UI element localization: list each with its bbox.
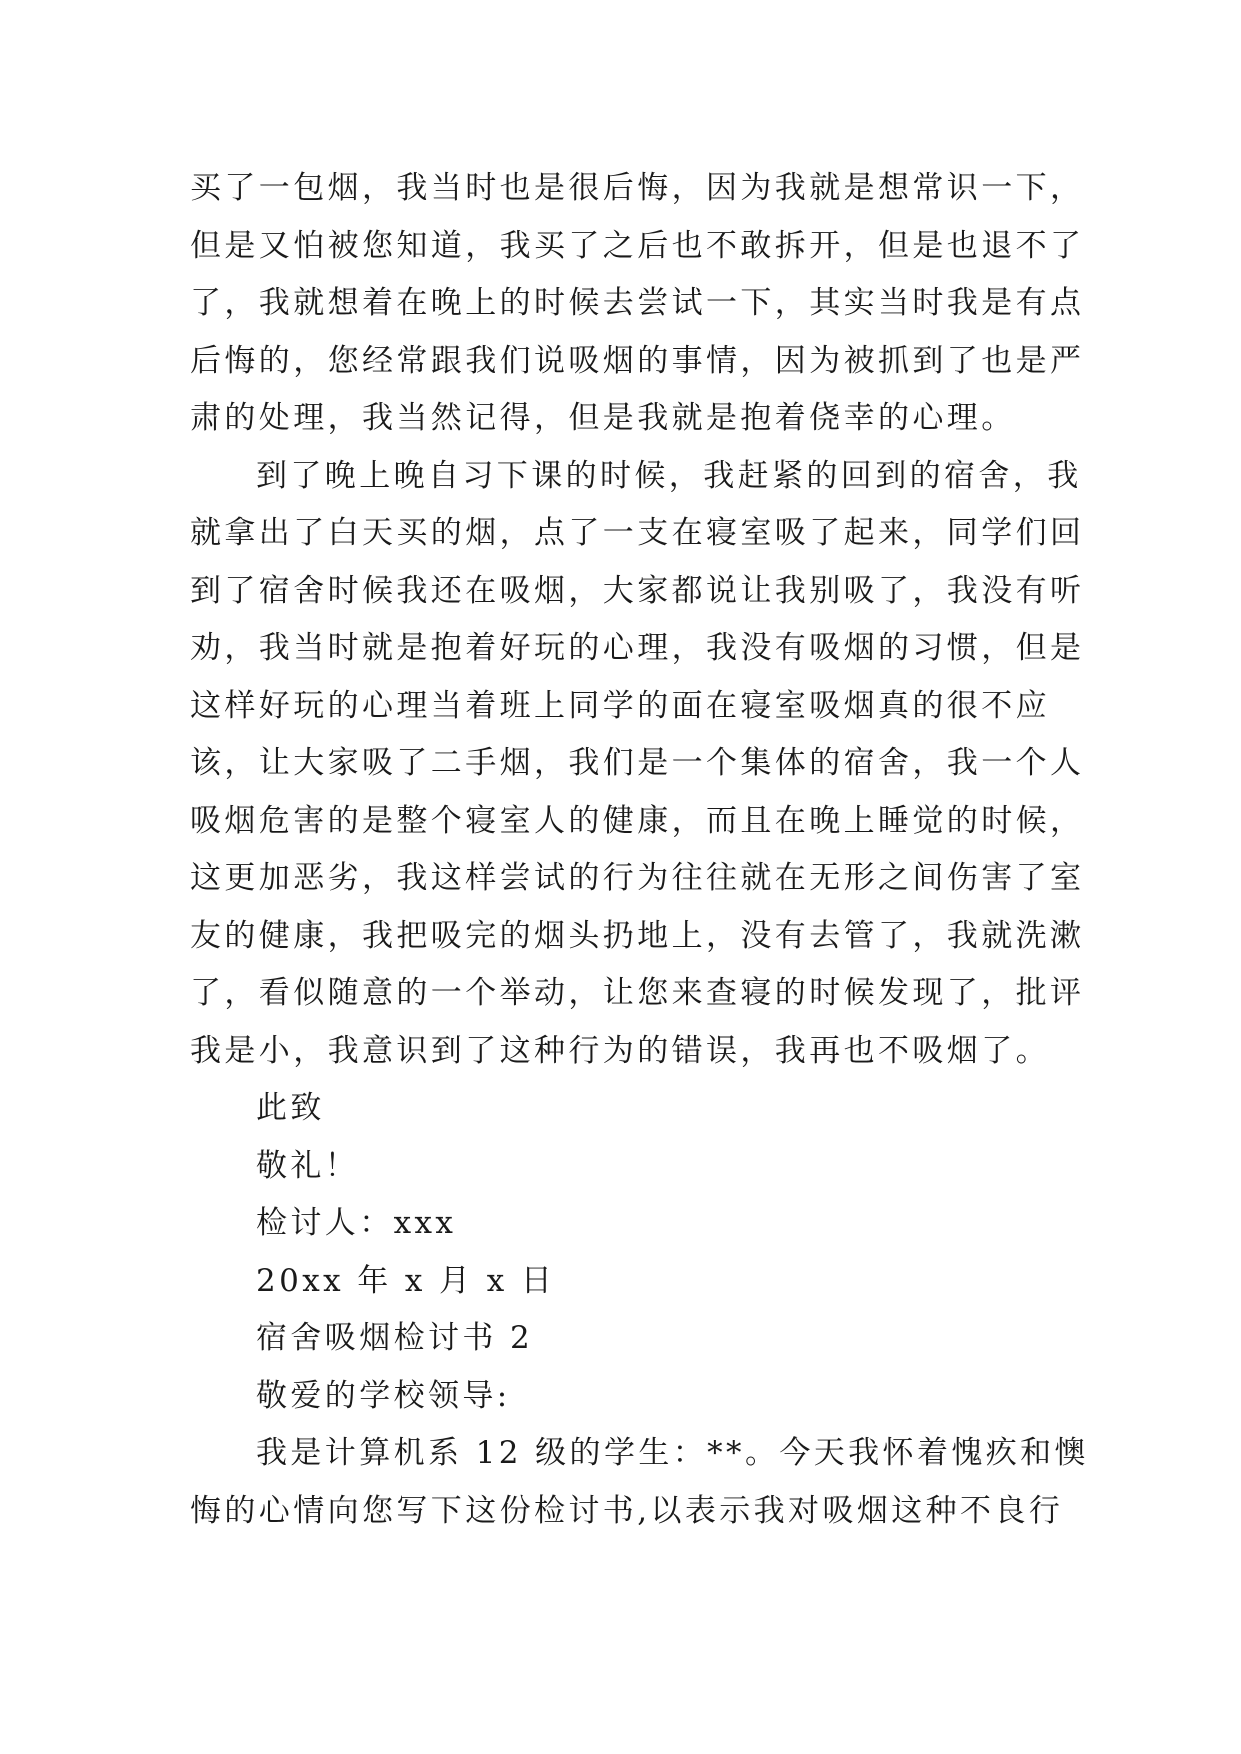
- section-title: 宿舍吸烟检讨书 2: [256, 1320, 534, 1356]
- text-line: 买了一包烟，我当时也是很后悔，因为我就是想常识一下，: [190, 170, 1085, 206]
- closing: 此致: [256, 1090, 325, 1126]
- text-line: 我是小，我意识到了这种行为的错误，我再也不吸烟了。: [190, 1032, 1050, 1069]
- paragraph-2: [190, 448, 1085, 1081]
- text-line: 后悔的，您经常跟我们说吸烟的事情，因为被抓到了也是严: [190, 342, 1085, 379]
- text-line: 我是计算机系 12 级的学生：**。今天我怀着愧疚和懊: [256, 1435, 1089, 1471]
- text-line: 但是又怕被您知道，我买了之后也不敢拆开，但是也退不了: [190, 227, 1085, 264]
- document-body: [190, 160, 1089, 1540]
- paragraph-1: [190, 160, 1085, 448]
- salute: 敬礼！: [256, 1147, 360, 1184]
- text-line: 劝，我当时就是抱着好玩的心理，我没有吸烟的习惯，但是: [190, 630, 1085, 666]
- text-line: 就拿出了白天买的烟，点了一支在寝室吸了起来，同学们回: [190, 515, 1085, 551]
- text-line: 到了晚上晚自习下课的时候，我赶紧的回到的宿舍，我: [256, 457, 1082, 494]
- text-line: 这样好玩的心理当着班上同学的面在寝室吸烟真的很不应: [190, 687, 1050, 724]
- text-line: 这更加恶劣，我这样尝试的行为往往就在无形之间伤害了室: [190, 860, 1085, 896]
- text-line: 肃的处理，我当然记得，但是我就是抱着侥幸的心理。: [190, 400, 1016, 436]
- signer: 检讨人：xxx: [256, 1205, 457, 1241]
- text-line: 了，看似随意的一个举动，让您来查寝的时候发现了，批评: [190, 975, 1085, 1011]
- text-line: 友的健康，我把吸完的烟头扔地上，没有去管了，我就洗漱: [190, 917, 1085, 954]
- text-line: 吸烟危害的是整个寝室人的健康，而且在晚上睡觉的时候，: [190, 802, 1085, 839]
- paragraph-3: [190, 1425, 1089, 1540]
- text-line: 该，让大家吸了二手烟，我们是一个集体的宿舍，我一个人: [190, 745, 1085, 781]
- text-line: 悔的心情向您写下这份检讨书,以表示我对吸烟这种不良行: [190, 1492, 1064, 1529]
- text-line: 了，我就想着在晚上的时候去尝试一下，其实当时我是有点: [190, 285, 1085, 321]
- text-line: 到了宿舍时候我还在吸烟，大家都说让我别吸了，我没有听: [190, 572, 1085, 609]
- date: 20xx 年 x 月 x 日: [256, 1262, 556, 1299]
- greeting: 敬爱的学校领导:: [256, 1377, 511, 1414]
